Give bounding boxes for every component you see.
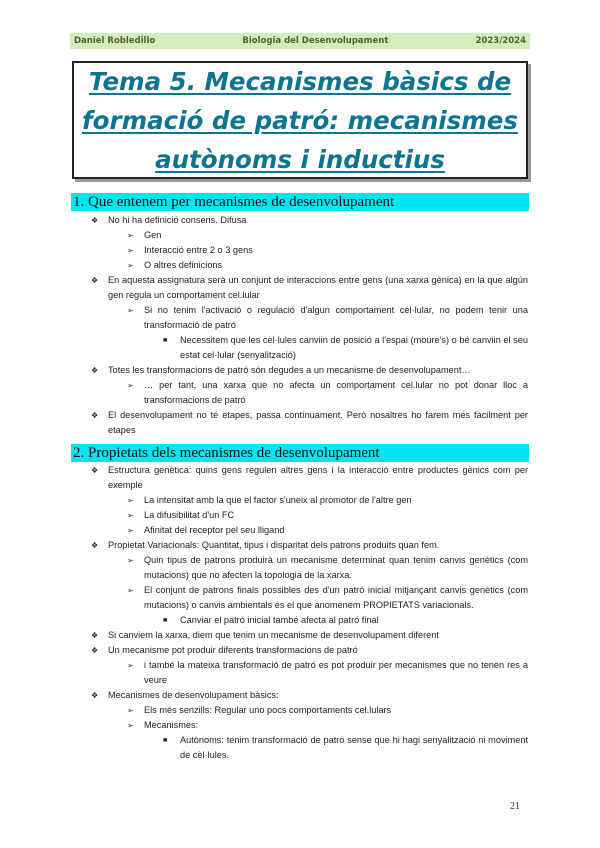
list-item-text: Propietat Variacionals: Quantitat, tipus i disparitat dels patrons produits quan fem. bbox=[108, 540, 440, 550]
list-item bbox=[72, 583, 528, 613]
list-item-text: Necessitem que les cèl·lules canviin de posició a l'espai (moure's) o bé canviin el seu estat cel·lular (senyalització) bbox=[180, 335, 528, 360]
list-item bbox=[72, 303, 528, 333]
list-item bbox=[72, 228, 528, 243]
diamond-bullet-icon: ❖ bbox=[91, 411, 99, 420]
list-item bbox=[72, 658, 528, 688]
list-item bbox=[72, 553, 528, 583]
list-item bbox=[72, 363, 528, 378]
header-year: 2023/2024 bbox=[475, 36, 526, 46]
title-box bbox=[72, 61, 528, 179]
list-item bbox=[72, 258, 528, 273]
list-item-text: El desenvolupament no té etapes, passa contínuament. Però nosaltres ho farem més fàcilment per etapes bbox=[108, 410, 528, 435]
diamond-bullet-icon: ❖ bbox=[91, 541, 99, 550]
list-item bbox=[72, 538, 528, 553]
list-item-text: No hi ha definició consens. Difusa bbox=[108, 215, 247, 225]
list-item bbox=[72, 333, 528, 363]
list-item-text: Si no tenim l'activació o regulació d'algun comportament cel·lular, no podem tenir una transformació de patró bbox=[144, 305, 528, 330]
page-title: Tema 5. Mecanismes bàsics de formació de patró: mecanismes autònoms i inductius bbox=[82, 66, 518, 174]
arrow-bullet-icon: ➢ bbox=[127, 381, 134, 390]
list-item-text: Mecanismes: bbox=[144, 720, 199, 730]
list-item-text: En aquesta assignatura serà un conjunt de interaccions entre gens (una xarxa gènica) en la que algún gen regula un comportament cel.lular bbox=[108, 275, 528, 300]
list-item-text: La difusibilitat d'un FC bbox=[144, 510, 235, 520]
list-item-text: Autònoms: tenim transformació de patró sense que hi hagi senyalització ni moviment de cèl·lules. bbox=[180, 735, 528, 760]
list-item bbox=[72, 273, 528, 303]
list-item-text: Interacció entre 2 o 3 gens bbox=[144, 245, 253, 255]
list-item bbox=[72, 408, 528, 438]
list-item-text: Afinitat del receptor pel seu lligand bbox=[144, 525, 285, 535]
list-item-text: La intensitat amb la que el factor s'uneix al promotor de l'altre gen bbox=[144, 495, 412, 505]
list-item bbox=[72, 703, 528, 718]
list-item bbox=[72, 733, 528, 763]
section-content-1 bbox=[72, 213, 528, 438]
square-bullet-icon: ■ bbox=[163, 337, 168, 344]
list-item bbox=[72, 378, 528, 408]
list-item bbox=[72, 463, 528, 493]
list-item-text: i també la mateixa transformació de patró es pot produir per mecanismes que no tenen res a veure bbox=[144, 660, 528, 685]
list-item bbox=[72, 628, 528, 643]
list-item-text: Gen bbox=[144, 230, 162, 240]
arrow-bullet-icon: ➢ bbox=[127, 231, 134, 240]
arrow-bullet-icon: ➢ bbox=[127, 661, 134, 670]
list-item-text: Si canviem la xarxa, diem que tenim un mecanisme de desenvolupament diferent bbox=[108, 630, 439, 640]
arrow-bullet-icon: ➢ bbox=[127, 306, 134, 315]
square-bullet-icon: ■ bbox=[163, 737, 168, 744]
list-item-text: O altres definicions bbox=[144, 260, 223, 270]
arrow-bullet-icon: ➢ bbox=[127, 496, 134, 505]
diamond-bullet-icon: ❖ bbox=[91, 691, 99, 700]
arrow-bullet-icon: ➢ bbox=[127, 511, 134, 520]
section-heading-2: 2. Propietats dels mecanismes de desenvolupament bbox=[71, 444, 529, 462]
diamond-bullet-icon: ❖ bbox=[91, 276, 99, 285]
arrow-bullet-icon: ➢ bbox=[127, 706, 134, 715]
list-item-text: Estructura genètica: quins gens regulen altres gens i la interacció entre productes gènics com per exemple bbox=[108, 465, 528, 490]
page-number: 21 bbox=[510, 801, 520, 812]
list-item-text: Totes les transformacions de patró són degudes a un mecanisme de desenvolupament… bbox=[108, 365, 471, 375]
list-item bbox=[72, 523, 528, 538]
list-item-text: Canviar el patró inicial també afecta al patró final bbox=[180, 615, 379, 625]
running-header bbox=[70, 33, 530, 49]
list-item-text: Mecanismes de desenvolupament bàsics: bbox=[108, 690, 279, 700]
list-item-text: Un mecanisme pot produir diferents transformacions de patró bbox=[108, 645, 358, 655]
list-item bbox=[72, 508, 528, 523]
list-item-text: Els més senzills: Regular uno pocs comportaments cel.lulars bbox=[144, 705, 392, 715]
list-item-text: Quin tipus de patrons produirà un mecanisme determinat quan tenim canvis genètics (com mutacions) que no afecten la topologia de la xarxa. bbox=[144, 555, 528, 580]
arrow-bullet-icon: ➢ bbox=[127, 556, 134, 565]
section-heading-1: 1. Que entenem per mecanismes de desenvolupament bbox=[71, 193, 529, 211]
section-content-2 bbox=[72, 463, 528, 763]
arrow-bullet-icon: ➢ bbox=[127, 586, 134, 595]
header-subject: Biologia del Desenvolupament bbox=[242, 36, 389, 46]
diamond-bullet-icon: ❖ bbox=[91, 466, 99, 475]
list-item-text: El conjunt de patrons finals possibles des d'un patró inicial mitjançant canvis genètics (com mutacions) o canvis ambientals és el que anomenem PROPIETATS variacionals. bbox=[144, 585, 528, 610]
arrow-bullet-icon: ➢ bbox=[127, 246, 134, 255]
list-item bbox=[72, 718, 528, 733]
arrow-bullet-icon: ➢ bbox=[127, 721, 134, 730]
list-item bbox=[72, 613, 528, 628]
diamond-bullet-icon: ❖ bbox=[91, 631, 99, 640]
arrow-bullet-icon: ➢ bbox=[127, 261, 134, 270]
diamond-bullet-icon: ❖ bbox=[91, 646, 99, 655]
header-author: Daniel Robledillo bbox=[74, 36, 156, 46]
arrow-bullet-icon: ➢ bbox=[127, 526, 134, 535]
diamond-bullet-icon: ❖ bbox=[91, 216, 99, 225]
diamond-bullet-icon: ❖ bbox=[91, 366, 99, 375]
list-item bbox=[72, 688, 528, 703]
list-item bbox=[72, 213, 528, 228]
list-item-text: … per tant, una xarxa que no afecta un comportament cel.lular no pot donar lloc a transformacions de patró bbox=[144, 380, 528, 405]
list-item bbox=[72, 493, 528, 508]
list-item bbox=[72, 243, 528, 258]
square-bullet-icon: ■ bbox=[163, 617, 168, 624]
list-item bbox=[72, 643, 528, 658]
